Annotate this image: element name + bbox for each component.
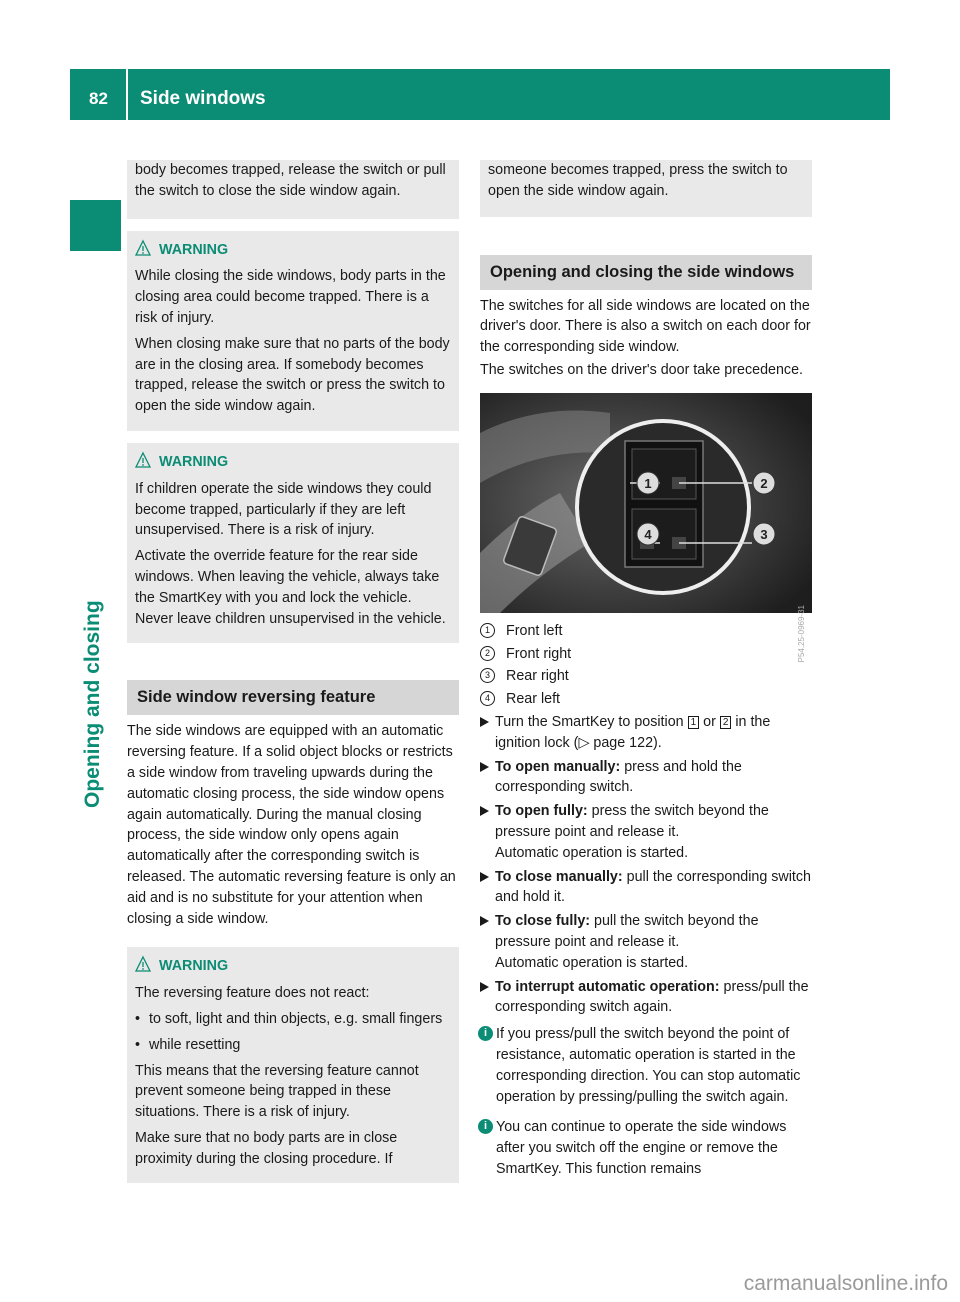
info-icon: i — [478, 1119, 493, 1134]
step-label: To open manually: — [495, 758, 621, 775]
instruction-step — [480, 757, 812, 799]
callout-3-icon — [753, 523, 775, 545]
info-text: If you press/pull the switch beyond the point of resistance, automatic operation is started in the corresponding direction. You can stop automatic operation by pressing/pulling the switch again. — [496, 1026, 801, 1105]
warning-text: While closing the side windows, body parts in the closing area could become trapped. There is a risk of injury. — [135, 268, 446, 326]
step-label: To close fully: — [495, 913, 591, 930]
instruction-step — [480, 977, 812, 1019]
header-divider — [126, 69, 128, 120]
right-column — [480, 160, 812, 1190]
warning-triangle-icon — [135, 452, 151, 468]
callout-number: 2 — [480, 646, 495, 661]
page-title: Side windows — [140, 88, 266, 109]
instruction-step — [480, 867, 812, 909]
section-body: The side windows are equipped with an automatic reversing feature. If a solid object blocks or restricts a side window from traveling upwards during the automatic closing process, the side window opens again automatically. During the manual closing process, the side window only opens again automatically after the corresponding switch is released. The automatic reversing feature is only an aid and is no substitute for your attention when closing a side window. — [127, 723, 456, 927]
step-label: To open fully: — [495, 803, 588, 820]
warning-label: WARNING — [159, 453, 229, 470]
instruction-step — [480, 712, 812, 754]
section-heading: Side window reversing feature — [127, 680, 459, 715]
arrow-right-icon — [480, 717, 489, 727]
callout-number: 1 — [480, 623, 495, 638]
callout-number: 4 — [480, 691, 495, 706]
page-reference-link[interactable]: page 122 — [593, 734, 654, 751]
chapter-label — [81, 600, 111, 808]
step-label: To interrupt automatic operation: — [495, 978, 720, 995]
svg-text:4: 4 — [644, 526, 652, 542]
warning-text: If children operate the side windows they could become trapped, particularly if they are left unsupervised. There is a risk of injury. — [135, 480, 432, 539]
left-column — [127, 160, 459, 1183]
warning-triangle-icon — [135, 240, 151, 256]
callout-1-icon — [637, 472, 659, 494]
step-text: pull the corresponding switch and hold it. — [495, 868, 812, 906]
list-item: • while resetting — [135, 1035, 451, 1056]
chapter-tab-marker — [70, 200, 121, 251]
arrow-right-icon — [480, 916, 489, 926]
callout-label: Front right — [506, 645, 572, 662]
warning-box-2 — [127, 443, 459, 643]
callout-number: 3 — [480, 668, 495, 683]
continuation-box — [127, 160, 459, 219]
warning-text: This means that the reversing feature cannot prevent someone being trapped in these situations. There is a risk of injury. — [135, 1062, 419, 1121]
info-note — [480, 1024, 812, 1107]
arrow-right-icon — [480, 762, 489, 772]
step-text: pull the switch beyond the pressure point and release it. — [495, 913, 759, 950]
warning-label: WARNING — [159, 958, 229, 975]
callout-legend-item — [480, 689, 812, 710]
step-text: ). — [653, 734, 662, 751]
callout-legend-item — [480, 621, 812, 642]
arrow-right-icon — [480, 872, 489, 882]
callout-label: Rear right — [506, 668, 569, 685]
step-text: in the ignition lock ( — [495, 713, 771, 751]
continuation-box — [480, 160, 812, 217]
step-result: Automatic operation is started. — [495, 954, 689, 971]
section-body: The switches for all side windows are located on the driver's door. There is also a switch on each door for the corresponding side window. — [480, 297, 811, 356]
page-number: 82 — [89, 89, 108, 108]
svg-text:2: 2 — [760, 475, 768, 491]
chapter-label-text: Opening and closing — [81, 600, 104, 808]
list-item: • to soft, light and thin objects, e.g. small fingers — [135, 1009, 451, 1030]
step-label: To close manually: — [495, 868, 623, 885]
warning-text: When closing make sure that no parts of the body are in the closing area. If somebody becomes trapped, release the switch or press the switch to open the side window again. — [135, 335, 450, 415]
step-text: or — [699, 713, 720, 730]
warning-text: Activate the override feature for the rear side windows. When leaving the vehicle, always take the SmartKey with you and lock the vehicle. Never leave children unsupervised in the vehicle. — [135, 548, 446, 627]
page-ref-icon: ▷ — [578, 734, 594, 751]
callout-legend-item — [480, 644, 812, 665]
ignition-key-2: 2 — [720, 716, 732, 729]
info-text: You can continue to operate the side windows after you switch off the engine or remove the SmartKey. This function remains — [496, 1119, 787, 1177]
svg-text:3: 3 — [760, 526, 768, 542]
instruction-step — [480, 911, 812, 973]
step-text: press the switch beyond the pressure point and release it. — [495, 803, 769, 840]
callout-legend-item — [480, 666, 812, 687]
site-watermark: carmanualsonline.info — [743, 1272, 948, 1295]
section-heading: Opening and closing the side windows — [480, 255, 812, 290]
warning-heading — [135, 240, 451, 261]
warning-heading — [135, 452, 451, 473]
arrow-right-icon — [480, 806, 489, 816]
arrow-right-icon — [480, 982, 489, 992]
warning-heading — [135, 956, 451, 977]
warning-triangle-icon — [135, 956, 151, 972]
warning-label: WARNING — [159, 241, 229, 258]
ignition-key-1: 1 — [688, 716, 700, 729]
callout-label: Rear left — [506, 691, 561, 708]
instruction-step — [480, 801, 812, 863]
warning-box-3 — [127, 947, 459, 1183]
warning-text: The reversing feature does not react: — [135, 985, 370, 1002]
step-text: press and hold the corresponding switch. — [495, 758, 742, 796]
continuation-text: body becomes trapped, release the switch or pull the switch to close the side window again. — [135, 162, 446, 199]
callout-2-icon — [753, 472, 775, 494]
warning-text: Make sure that no body parts are in close proximity during the closing procedure. If — [135, 1129, 398, 1167]
continuation-text: someone becomes trapped, press the switch to open the side window again. — [488, 162, 788, 199]
step-result: Automatic operation is started. — [495, 844, 689, 861]
info-note — [480, 1117, 812, 1179]
warning-box-1 — [127, 231, 459, 431]
photo-code: P54.25-0969-31 — [797, 604, 806, 663]
section-body: The switches on the driver's door take precedence. — [480, 361, 803, 378]
callout-4-icon — [637, 523, 659, 545]
info-icon: i — [478, 1026, 493, 1041]
callout-label: Front left — [506, 622, 563, 639]
svg-text:1: 1 — [644, 475, 652, 491]
step-text: Turn the SmartKey to position — [495, 713, 688, 730]
step-text: press/pull the corresponding switch again. — [495, 978, 809, 1016]
